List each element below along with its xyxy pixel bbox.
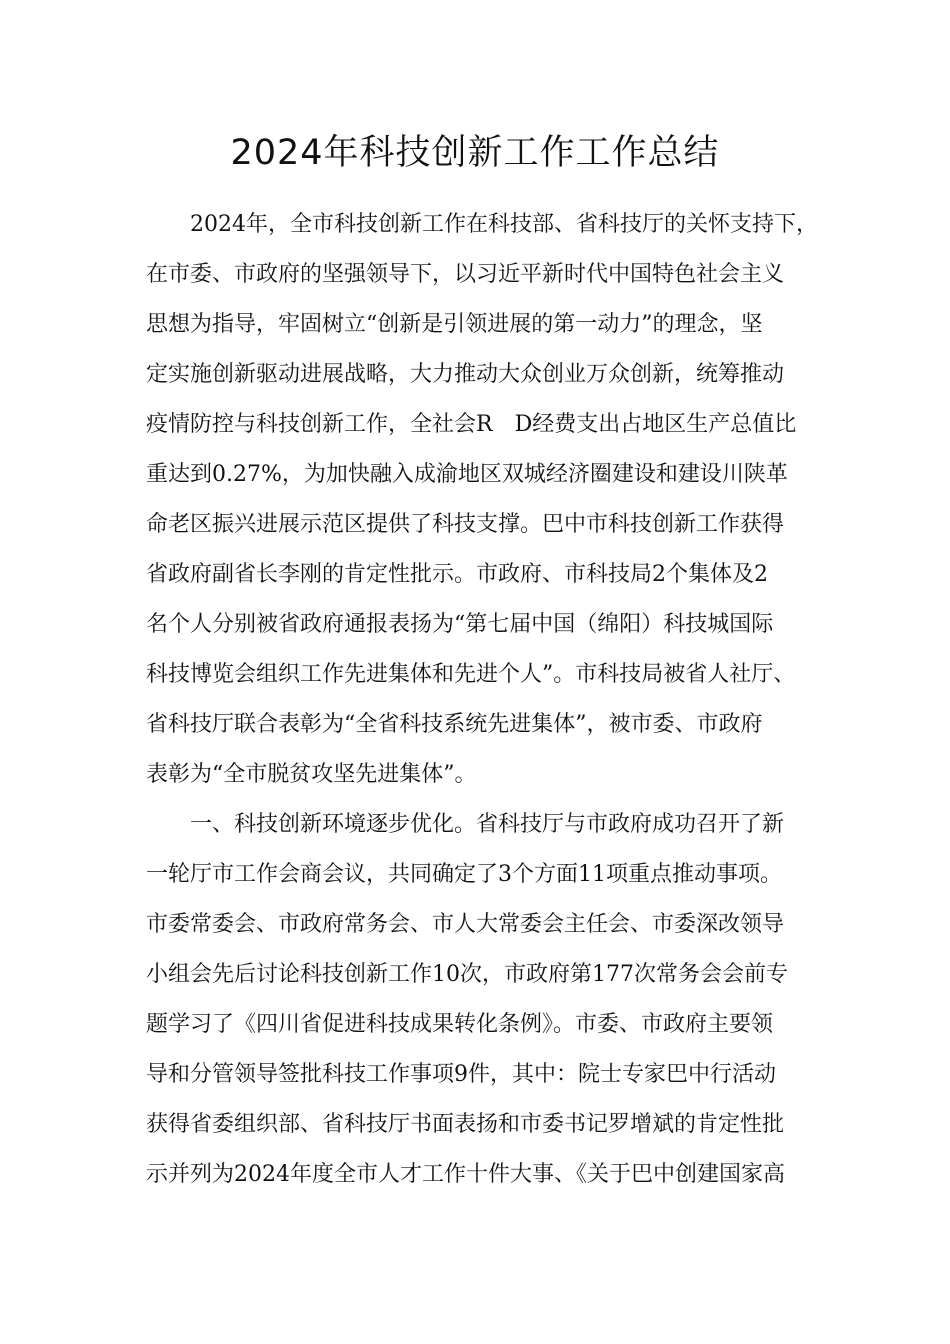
text-line: 市委常委会、市政府常务会、市人大常委会主任会、市委深改领导 xyxy=(146,912,785,937)
text-line: 命老区振兴进展示范区提供了科技支撑。巴中市科技创新工作获得 xyxy=(146,512,785,537)
text-line: 名个人分别被省政府通报表扬为“第七届中国（绵阳）科技城国际 xyxy=(146,612,774,637)
text-line: 疫情防控与科技创新工作，全社会R D经费支出占地区生产总值比 xyxy=(146,412,797,437)
paragraph-section-one xyxy=(146,800,836,1200)
text-line: 省政府副省长李刚的肯定性批示。市政府、市科技局2个集体及2 xyxy=(146,562,768,587)
text-line: 导和分管领导签批科技工作事项9件，其中：院士专家巴中行活动 xyxy=(146,1062,776,1087)
text-line: 在市委、市政府的坚强领导下，以习近平新时代中国特色社会主义 xyxy=(146,262,785,287)
paragraph-intro xyxy=(146,200,836,800)
text-line: 获得省委组织部、省科技厅书面表扬和市委书记罗增斌的肯定性批 xyxy=(146,1112,785,1137)
text-line: 表彰为“全市脱贫攻坚先进集体”。 xyxy=(146,762,477,787)
text-line: 题学习了《四川省促进科技成果转化条例》。市委、市政府主要领 xyxy=(146,1012,774,1037)
text-line: 科技博览会组织工作先进集体和先进个人”。市科技局被省人社厅、 xyxy=(146,662,796,687)
text-line: 一、科技创新环境逐步优化。省科技厅与市政府成功召开了新 xyxy=(190,812,785,837)
text-line: 示并列为2024年度全市人才工作十件大事、《关于巴中创建国家高 xyxy=(146,1162,785,1187)
document-title: 2024年科技创新工作工作总结 xyxy=(230,133,720,173)
text-line: 省科技厅联合表彰为“全省科技系统先进集体”，被市委、市政府 xyxy=(146,712,763,737)
lines-container xyxy=(146,200,836,1200)
text-line: 重达到0.27%，为加快融入成渝地区双城经济圈建设和建设川陕革 xyxy=(146,462,788,487)
text-line: 小组会先后讨论科技创新工作10次，市政府第177次常务会会前专 xyxy=(146,962,788,987)
text-line: 一轮厅市工作会商会议，共同确定了3个方面11项重点推动事项。 xyxy=(146,862,782,887)
text-line: 2024年，全市科技创新工作在科技部、省科技厅的关怀支持下， xyxy=(190,212,818,237)
text-line: 定实施创新驱动进展战略，大力推动大众创业万众创新，统筹推动 xyxy=(146,362,785,387)
text-line: 思想为指导，牢固树立“创新是引领进展的第一动力”的理念，坚 xyxy=(146,312,763,337)
